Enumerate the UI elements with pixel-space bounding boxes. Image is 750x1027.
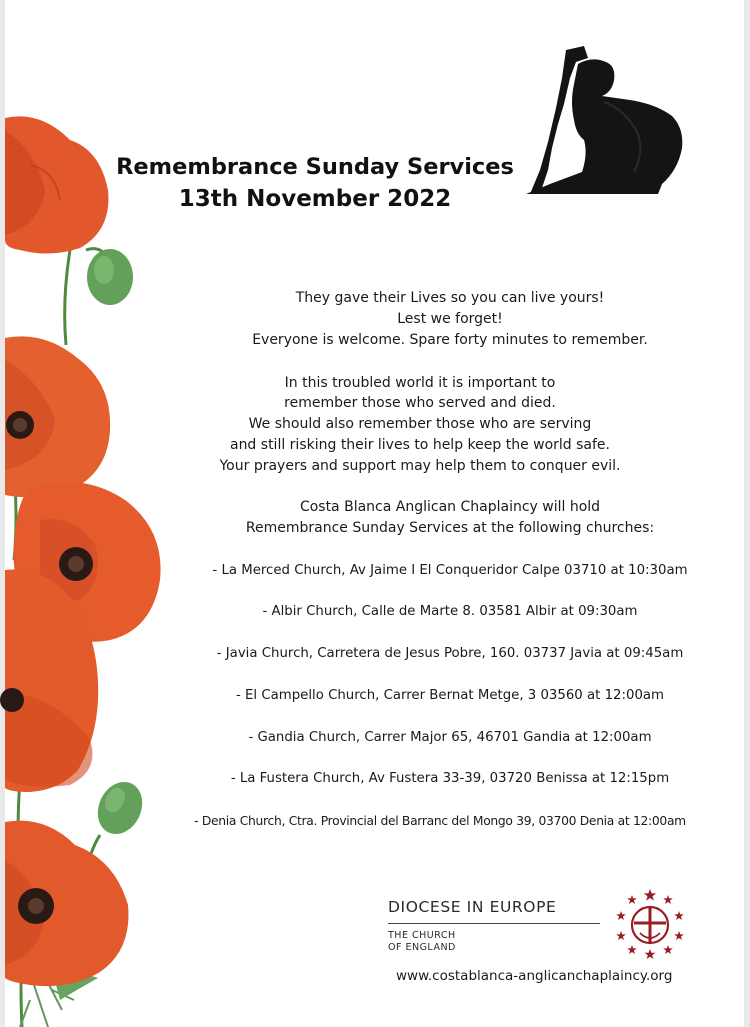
page-subtitle-date: 13th November 2022 [178, 186, 452, 212]
diocese-divider [388, 923, 600, 924]
announcement-line: Costa Blanca Anglican Chaplaincy will hold [299, 499, 601, 515]
intro-line: Lest we forget! [397, 311, 503, 327]
church-of-england-line: OF ENGLAND [388, 942, 456, 953]
reflection-line: In this troubled world it is important to [284, 375, 556, 391]
service-location: - Javia Church, Carretera de Jesus Pobre, 160. 03737 Javia at 09:45am [216, 646, 684, 661]
service-location: - Denia Church, Ctra. Provincial del Barranc del Mongo 39, 03700 Denia at 12:00am [194, 814, 686, 828]
poppy-bud-lower [90, 775, 151, 842]
church-of-england-line: THE CHURCH [388, 930, 456, 941]
reflection-line: We should also remember those who are serving [248, 416, 592, 432]
service-location: - Albir Church, Calle de Marte 8. 03581 Albir at 09:30am [262, 604, 638, 619]
reflection-line: Your prayers and support may help them to conquer evil. [219, 458, 621, 474]
service-location: - La Merced Church, Av Jaime I El Conqueridor Calpe 03710 at 10:30am [212, 563, 688, 578]
poppy-bud-top [87, 249, 133, 305]
church-of-england-label [388, 930, 456, 954]
intro-line: They gave their Lives so you can live yours! [295, 290, 605, 306]
poppy-top [5, 116, 108, 253]
service-location: - El Campello Church, Carrer Bernat Metge, 3 03560 at 12:00am [235, 688, 665, 703]
kneeling-soldier-silhouette-icon [526, 44, 686, 196]
service-location: - Gandia Church, Carrer Major 65, 46701 Gandia at 12:00am [248, 730, 652, 745]
diocese-name: DIOCESE IN EUROPE [388, 898, 557, 916]
intro-line: Everyone is welcome. Spare forty minutes to remember. [252, 332, 648, 348]
church-of-england-seal-icon [613, 887, 687, 961]
reflection-line: and still risking their lives to help keep the world safe. [229, 437, 610, 453]
reflection-line: remember those who served and died. [284, 395, 556, 411]
service-location: - La Fustera Church, Av Fustera 33-39, 03720 Benissa at 12:15pm [230, 771, 670, 786]
website-link[interactable]: www.costablanca-anglicanchaplaincy.org [396, 968, 673, 984]
page-title: Remembrance Sunday Services [116, 154, 514, 180]
announcement-line: Remembrance Sunday Services at the following churches: [245, 520, 655, 536]
poppy-bottom [5, 821, 128, 986]
poppy-middle-1 [5, 336, 110, 497]
